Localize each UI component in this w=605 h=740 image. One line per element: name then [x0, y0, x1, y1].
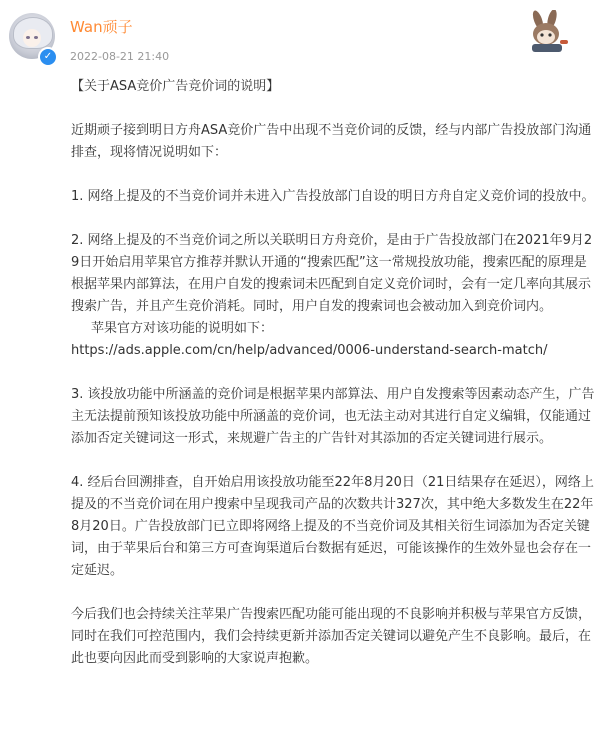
point-1: 1. 网络上提及的不当竞价词并未进入广告投放部门自设的明日方舟自定义竞价词的投放中。 — [71, 189, 595, 204]
post-title: 【关于ASA竞价广告竞价词的说明】 — [71, 79, 280, 94]
point-4: 4. 经后台回溯排查，自开始启用该投放功能至22年8月20日（21日结果存在延迟），网络上提及的不当竞价词在用户搜索中呈现我司产品的次数共计327次，其中绝大多数发生在22年8月20日。广告投放部门已立即将网络上提及的不当竞价词及其相关衍生词添加为否定关键词，由于苹果后台和第三方可查询渠道后台数据有延迟，可能该操作的生效外显也会存在一定延迟。 — [71, 475, 594, 578]
point-2-note-line — [71, 318, 598, 340]
closing-paragraph: 今后我们也会持续关注苹果广告搜索匹配功能可能出现的不良影响并积极与苹果官方反馈，同时在我们可控范围内，我们会持续更新并添加否定关键词以避免产生不良影响。最后，在此也要向因此而受到影响的大家说声抱歉。 — [71, 607, 592, 666]
avatar-eye-right — [34, 36, 38, 39]
avatar-eye-left — [26, 36, 30, 39]
apple-help-link[interactable]: https://ads.apple.com/cn/help/advanced/0006-understand-search-match/ — [71, 343, 548, 358]
post-timestamp[interactable]: 2022-08-21 21:40 — [70, 50, 170, 63]
author-name[interactable]: Wan顽子 — [70, 18, 133, 36]
point-2: 2. 网络上提及的不当竞价词之所以关联明日方舟竞价，是由于广告投放部门在2021年9月29日开始启用苹果官方推荐并默认开通的“搜索匹配”这一常规投放功能，搜索匹配的原理是根据苹果内部算法，在用户自发的搜索词未匹配到自定义竞价词时，会有一定几率向其展示搜索广告，并且产生竞价消耗。同时，用户自发的搜索词也会被动加入到竞价词内。 — [71, 233, 593, 314]
verified-badge-icon: ✓ — [38, 47, 58, 67]
post-content — [71, 76, 598, 670]
bunny-sticker-icon — [522, 10, 572, 54]
intro-paragraph: 近期顽子接到明日方舟ASA竞价广告中出现不当竞价词的反馈，经与内部广告投放部门沟通排查，现将情况说明如下： — [71, 123, 592, 160]
point-3: 3. 该投放功能中所涵盖的竞价词是根据苹果内部算法、用户自发搜索等因素动态产生，广告主无法提前预知该投放功能中所涵盖的竞价词，也无法主动对其进行自定义编辑，仅能通过添加否定关键词这一形式，来规避广告主的广告针对其添加的否定关键词进行展示。 — [71, 387, 595, 446]
point-2-note: 苹果官方对该功能的说明如下： — [91, 321, 274, 336]
